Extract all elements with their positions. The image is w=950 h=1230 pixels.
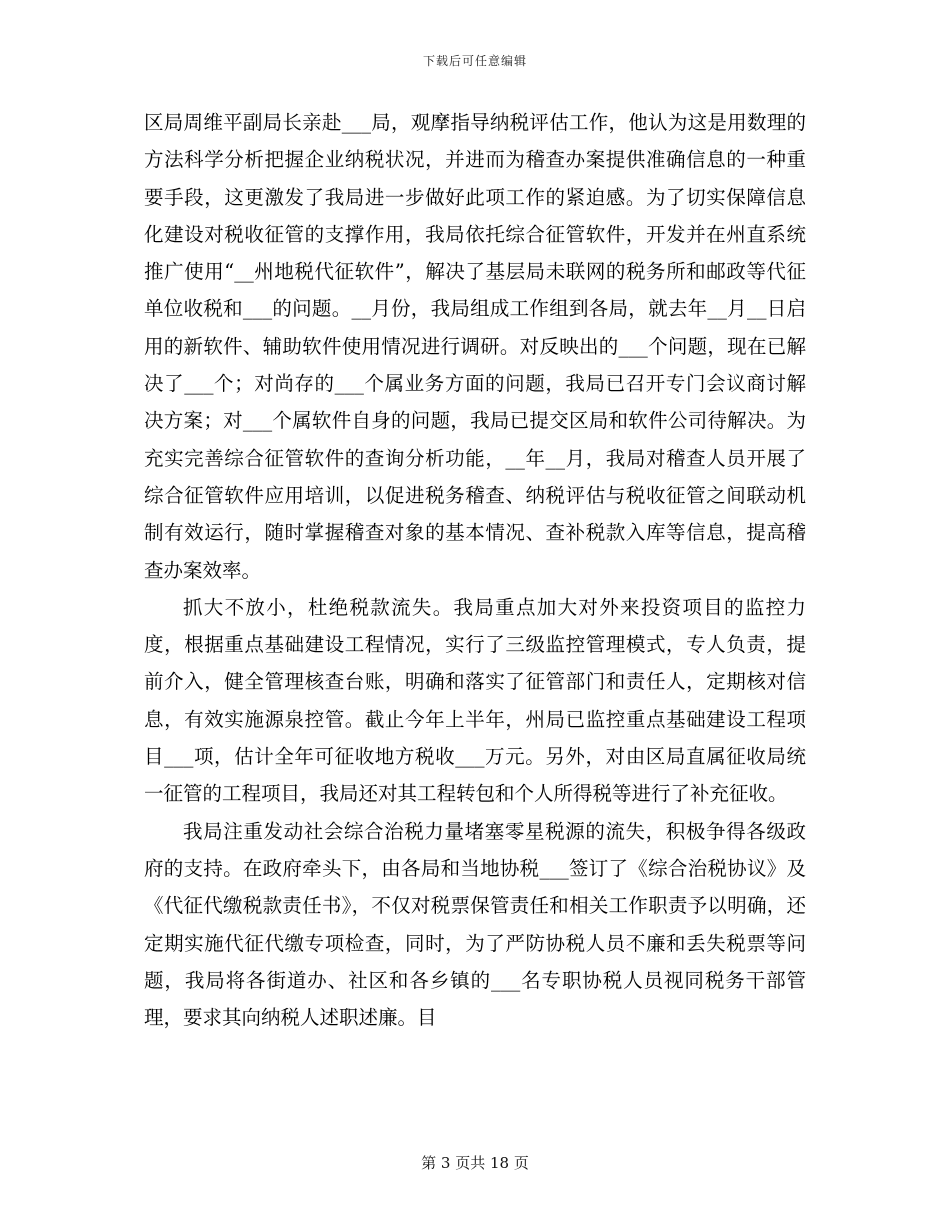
- paragraph-1: 区局周维平副局长亲赴___局，观摩指导纳税评估工作，他认为这是用数理的方法科学分析把握企业纳税状况，并进而为稽查办案提供准确信息的一种重要手段，这更激发了我局进一步做好此项工作的紧迫感。为了切实保障信息化建设对税收征管的支撑作用，我局依托综合征管软件，开发并在州直系统推广使用“__州地税代征软件”，解决了基层局未联网的税务所和邮政等代征单位收税和___的问题。__月份，我局组成工作组到各局，就去年__月__日启用的新软件、辅助软件使用情况进行调研。对反映出的___个问题，现在已解决了___个；对尚存的___个属业务方面的问题，我局已召开专门会议商讨解决方案；对___个属软件自身的问题，我局已提交区局和软件公司待解决。为充实完善综合征管软件的查询分析功能，__年__月，我局对稽查人员开展了综合征管软件应用培训，以促进税务稽查、纳税评估与税收征管之间联动机制有效运行，随时掌握稽查对象的基本情况、查补税款入库等信息，提高稽查办案效率。: [144, 111, 806, 582]
- paragraph-3: 我局注重发动社会综合治税力量堵塞零星税源的流失，积极争得各级政府的支持。在政府牵头下，由各局和当地协税___签订了《综合治税协议》及《代征代缴税款责任书》，不仅对税票保管责任和相关工作职责予以明确，还定期实施代征代缴专项检查，同时，为了严防协税人员不廉和丢失税票等问题，我局将各街道办、社区和各乡镇的___名专职协税人员视同税务干部管理，要求其向纳税人述职述廉。目: [144, 819, 806, 1030]
- page-header: 下载后可任意编辑: [422, 54, 527, 68]
- document-body: [144, 104, 806, 1036]
- paragraph-2: 抓大不放小，杜绝税款流失。我局重点加大对外来投资项目的监控力度，根据重点基础建设工程情况，实行了三级监控管理模式，专人负责，提前介入，健全管理核查台账，明确和落实了征管部门和责任人，定期核对信息，有效实施源泉控管。截止今年上半年，州局已监控重点基础建设工程项目___项，估计全年可征收地方税收___万元。另外，对由区局直属征收局统一征管的工程项目，我局还对其工程转包和个人所得税等进行了补充征收。: [144, 595, 806, 806]
- page-number: 第 3 页共 18 页: [421, 1154, 529, 1172]
